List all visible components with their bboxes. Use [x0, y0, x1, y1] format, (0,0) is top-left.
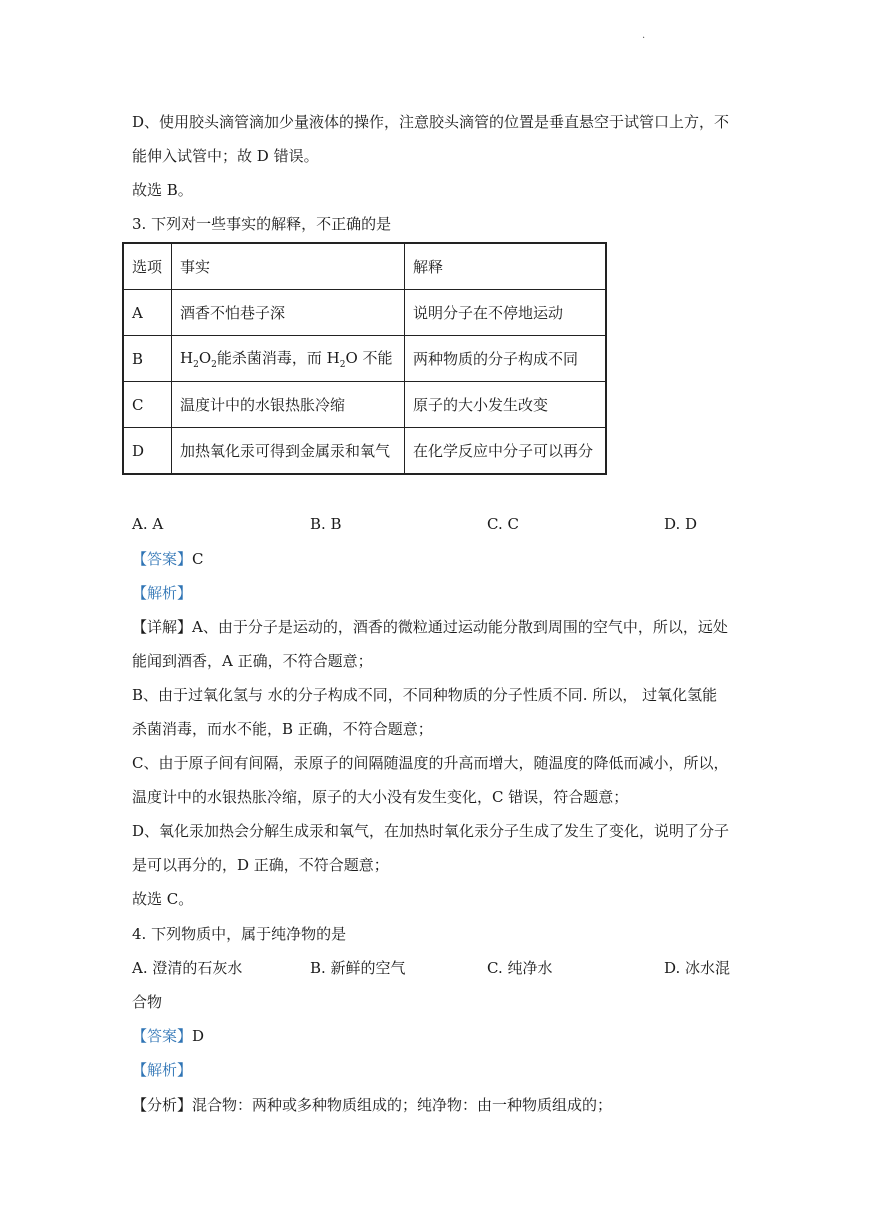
row-fact: 酒香不怕巷子深	[172, 290, 405, 336]
table-row	[123, 428, 606, 475]
table-header-row	[123, 243, 606, 290]
formula-part: 能杀菌消毒，而 H	[216, 349, 340, 367]
q2-d-line1: D、使用胶头滴管滴加少量液体的操作，注意胶头滴管的位置是垂直悬空于试管口上方，不	[132, 113, 730, 131]
q4-option-wrap: 合物	[132, 993, 163, 1011]
q2-conclusion: 故选 B。	[132, 181, 193, 199]
page-mark: .	[642, 30, 646, 41]
subscript: 2	[211, 360, 217, 370]
table-row	[123, 382, 606, 428]
facts-table	[122, 242, 607, 475]
row-option: D	[123, 428, 172, 475]
table-row	[123, 336, 606, 382]
q3-detail-line: C、由于原子间有间隔，汞原子的间隔随温度的升高而增大，随温度的降低而减小，所以，	[132, 754, 729, 772]
q3-option-c: C. C	[487, 515, 519, 533]
q3-detail-line: 温度计中的水银热胀冷缩，原子的大小没有发生变化，C 错误，符合题意；	[132, 788, 629, 806]
formula-part: O 不能	[345, 349, 393, 367]
q3-answer	[132, 549, 204, 569]
row-fact: 加热氧化汞可得到金属汞和氧气	[172, 428, 405, 475]
q3-detail-line: D、氧化汞加热会分解生成汞和氧气，在加热时氧化汞分子生成了发生了变化，说明了分子	[132, 822, 730, 840]
q3-detail-line	[132, 617, 728, 637]
row-option: C	[123, 382, 172, 428]
q3-stem: 3. 下列对一些事实的解释，不正确的是	[132, 215, 392, 233]
detail-tag: 【详解】	[132, 618, 193, 636]
header-explanation: 解释	[405, 243, 607, 290]
analysis-first-text: 混合物：两种或多种物质组成的；纯净物：由一种物质组成的；	[192, 1096, 613, 1114]
row-explanation: 原子的大小发生改变	[405, 382, 607, 428]
q3-conclusion: 故选 C。	[132, 890, 194, 908]
q2-d-line2: 能伸入试管中；故 D 错误。	[132, 147, 319, 165]
answer-value: D	[192, 1027, 205, 1045]
q4-option-a: A. 澄清的石灰水	[132, 959, 243, 977]
analysis-first-tag: 【分析】	[132, 1096, 193, 1114]
q3-detail-line: 能闻到酒香，A 正确，不符合题意；	[132, 652, 373, 670]
row-fact	[172, 336, 405, 382]
detail-text: A、由于分子是运动的，酒香的微粒通过运动能分散到周围的空气中，所以，远处	[192, 618, 728, 636]
q4-stem: 4. 下列物质中，属于纯净物的是	[132, 925, 347, 943]
q4-analysis-line	[132, 1095, 612, 1115]
subscript: 2	[339, 360, 346, 370]
q4-option-d: D. 冰水混	[664, 959, 731, 977]
answer-value: C	[192, 550, 204, 568]
table-row	[123, 290, 606, 336]
formula-part: O	[198, 349, 212, 367]
q3-option-b: B. B	[310, 515, 342, 533]
q3-analysis-tag: 【解析】	[132, 584, 193, 602]
row-explanation: 说明分子在不停地运动	[405, 290, 607, 336]
row-option: A	[123, 290, 172, 336]
q3-detail-line: B、由于过氧化氢与 水的分子构成不同，不同种物质的分子性质不同. 所以， 过氧化氢能	[132, 686, 718, 704]
row-fact: 温度计中的水银热胀冷缩	[172, 382, 405, 428]
row-explanation: 两种物质的分子构成不同	[405, 336, 607, 382]
q3-detail-line: 杀菌消毒，而水不能，B 正确，不符合题意；	[132, 720, 433, 738]
row-option: B	[123, 336, 172, 382]
header-option: 选项	[123, 243, 172, 290]
q4-analysis-tag: 【解析】	[132, 1061, 193, 1079]
subscript: 2	[193, 360, 199, 370]
q4-answer	[132, 1026, 204, 1046]
q4-option-b: B. 新鲜的空气	[310, 959, 406, 977]
header-fact: 事实	[172, 243, 405, 290]
answer-tag: 【答案】	[132, 550, 193, 568]
q3-option-a: A. A	[132, 515, 164, 533]
q3-option-d: D. D	[664, 515, 698, 533]
q4-option-c: C. 纯净水	[487, 959, 553, 977]
row-explanation: 在化学反应中分子可以再分	[405, 428, 607, 475]
q3-detail-line: 是可以再分的，D 正确，不符合题意；	[132, 856, 389, 874]
answer-tag: 【答案】	[132, 1027, 193, 1045]
formula-part: H	[180, 349, 194, 367]
